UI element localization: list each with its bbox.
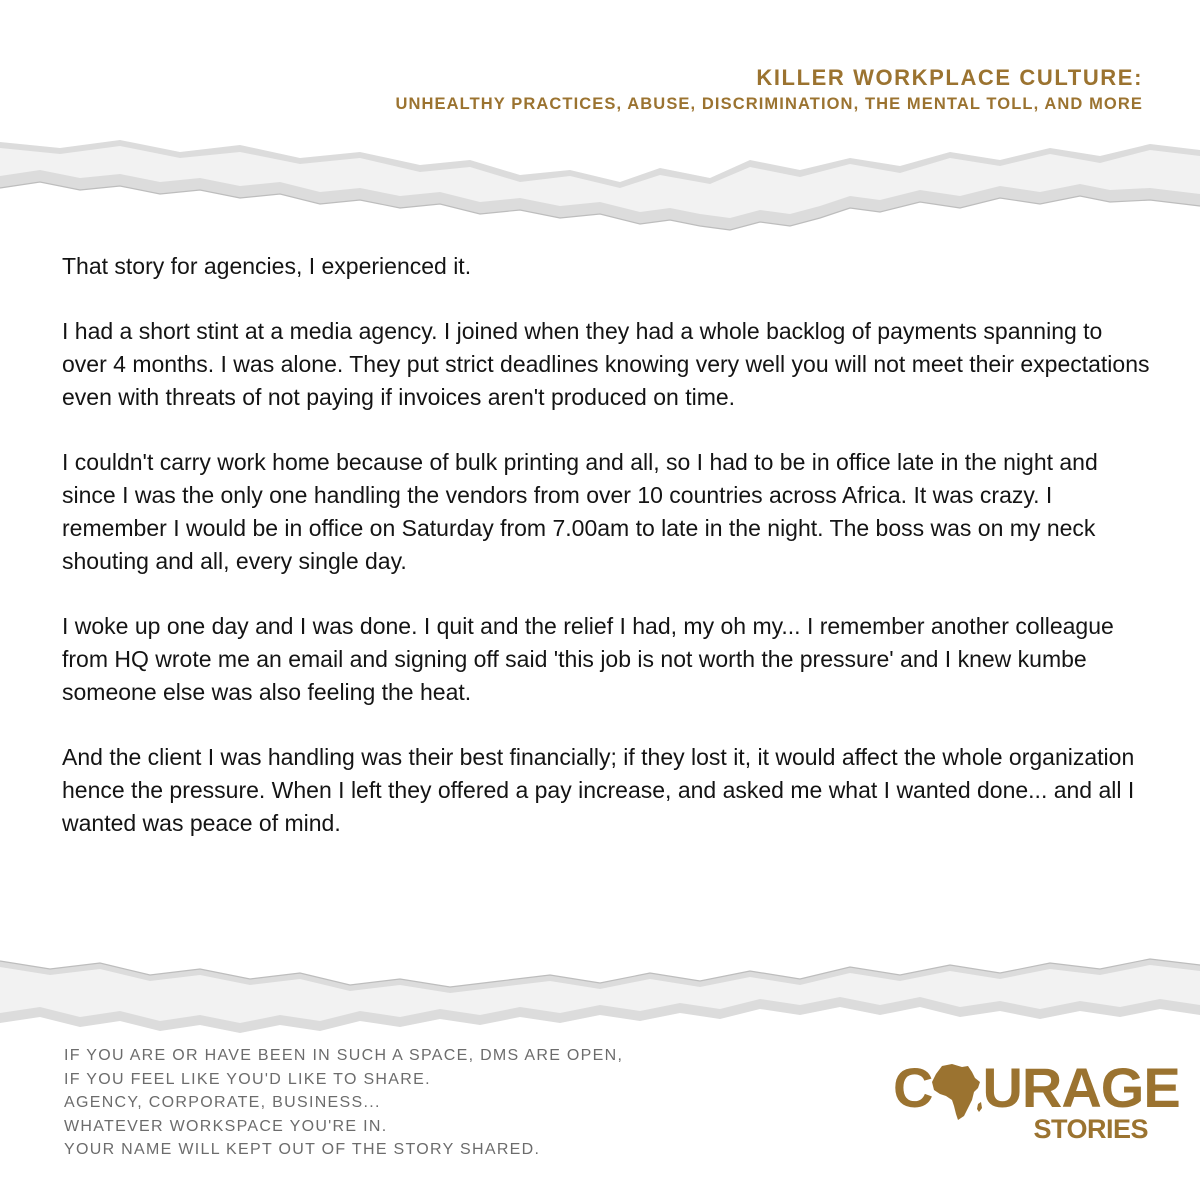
torn-paper-top xyxy=(0,130,1200,245)
story-body xyxy=(62,250,1152,872)
courage-stories-logo xyxy=(893,1056,1180,1150)
story-paragraph: That story for agencies, I experienced it. xyxy=(62,253,472,279)
africa-map-icon xyxy=(928,1062,984,1122)
cta-line: YOUR NAME WILL KEPT OUT OF THE STORY SHARED. xyxy=(64,1141,541,1158)
logo-stories: STORIES xyxy=(1033,1114,1148,1144)
page-subtitle: UNHEALTHY PRACTICES, ABUSE, DISCRIMINATION, THE MENTAL TOLL, AND MORE xyxy=(395,95,1143,113)
story-paragraph: I couldn't carry work home because of bulk printing and all, so I had to be in office late in the night and since I was the only one handling the vendors from over 10 countries across Africa. It was crazy. I remember I would be in office on Saturday from 7.00am to late in the night. The boss was on my neck shouting and all, every single day. xyxy=(62,449,1098,574)
cta-line: WHATEVER WORKSPACE YOU'RE IN. xyxy=(64,1117,388,1135)
cta-line: IF YOU FEEL LIKE YOU'D LIKE TO SHARE. xyxy=(64,1070,431,1088)
page-title: KILLER WORKPLACE CULTURE: xyxy=(756,65,1143,90)
story-paragraph: And the client I was handling was their best financially; if they lost it, it would affect the whole organization hence the pressure. When I left they offered a pay increase, and asked me what I wanted done... and all I wanted was peace of mind. xyxy=(62,744,1135,836)
call-to-action xyxy=(64,1044,623,1162)
cta-line: IF YOU ARE OR HAVE BEEN IN SUCH A SPACE, DMS ARE OPEN, xyxy=(64,1047,624,1064)
header xyxy=(395,64,1143,116)
torn-paper-bottom xyxy=(0,945,1200,1040)
cta-line: AGENCY, CORPORATE, BUSINESS... xyxy=(64,1094,381,1111)
story-paragraph: I woke up one day and I was done. I quit and the relief I had, my oh my... I remember another colleague from HQ wrote me an email and signing off said 'this job is not worth the pressure' and I knew kumbe someone else was also feeling the heat. xyxy=(62,613,1114,705)
logo-letters-urage: URAGE xyxy=(982,1056,1180,1119)
story-paragraph: I had a short stint at a media agency. I joined when they had a whole backlog of payments spanning to over 4 months. I was alone. They put strict deadlines knowing very well you will not meet their expectations even with threats of not paying if invoices aren't produced on time. xyxy=(62,318,1150,410)
logo-letter-c: C xyxy=(893,1056,933,1119)
